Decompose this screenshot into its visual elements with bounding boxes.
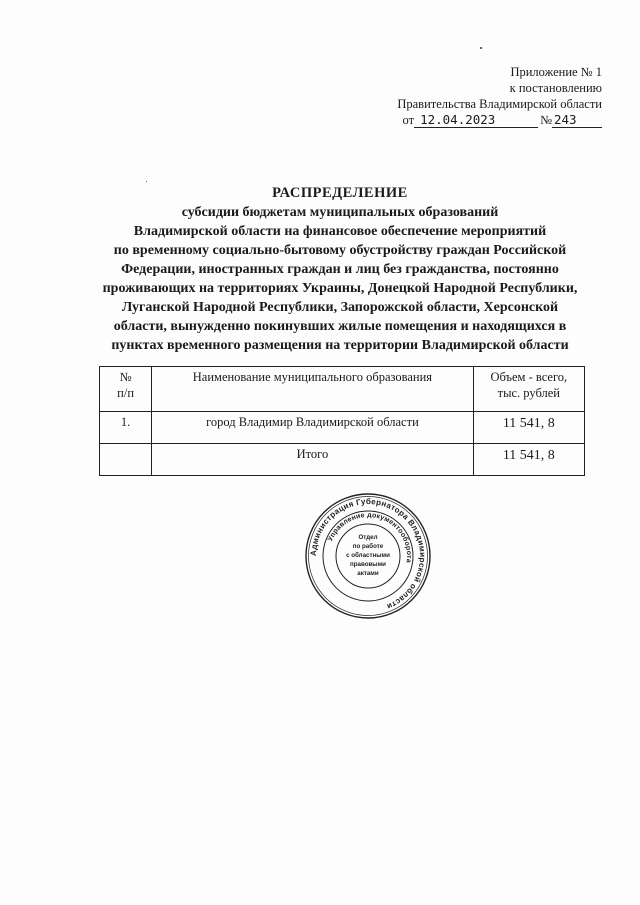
decree-number: 243 (552, 113, 602, 128)
decree-date: 12.04.2023 (414, 113, 538, 128)
title-line: Владимирской области на финансовое обеспечение мероприятий (133, 224, 547, 239)
table-header-row (100, 367, 585, 412)
stamp-center-line: с областными (346, 552, 390, 559)
appendix-title: Приложение № 1 (510, 65, 602, 79)
header-volume-line1: Объем - всего, (490, 370, 568, 384)
title-line: пунктах временного размещения на территории Владимирской области (111, 338, 569, 353)
row-number: 1. (100, 412, 152, 444)
title-line: Луганской Народной Республики, Запорожской области, Херсонской (121, 300, 559, 315)
title-line: области, вынужденно покинувших жилые помещения и находящихся в (113, 319, 567, 334)
subsidy-distribution-table (99, 366, 585, 476)
title-line: субсидии бюджетам муниципальных образований (181, 205, 499, 220)
table-total-row (100, 444, 585, 476)
scan-speck (480, 47, 482, 49)
number-sign: № (540, 113, 552, 127)
row-volume: 11 541, 8 (473, 412, 584, 444)
title-line: Федерации, иностранных граждан и лиц без гражданства, постоянно (121, 262, 559, 277)
document-title (40, 184, 640, 355)
table-row (100, 412, 585, 444)
appendix-header (397, 64, 602, 128)
appendix-date-line (397, 112, 602, 128)
title-heading: РАСПРЕДЕЛЕНИЕ (272, 185, 408, 201)
date-prefix: от (402, 113, 415, 127)
stamp-center-line: по работе (352, 543, 384, 550)
header-number-line2: п/п (117, 386, 135, 400)
scan-speck (146, 181, 147, 182)
appendix-issuer: Правительства Владимирской области (397, 97, 602, 111)
row-municipality: город Владимир Владимирской области (152, 412, 473, 444)
header-number-line1: № (119, 370, 132, 384)
stamp-center-line: Отдел (358, 534, 378, 541)
stamp-outer-text: Администрация Губернатора Владимирской области (308, 496, 428, 612)
appendix-reference: к постановлению (509, 81, 602, 95)
stamp-center-line: правовыми (350, 561, 386, 568)
stamp-center-line: актами (357, 570, 379, 577)
header-number (100, 367, 152, 412)
stamp-ring-text: Управление документооборота (327, 511, 413, 564)
title-line: по временному социально-бытовому обустройству граждан Российской (113, 243, 567, 258)
header-volume-line2: тыс. рублей (497, 386, 560, 400)
total-number (100, 444, 152, 476)
header-volume (473, 367, 584, 412)
total-label: Итого (152, 444, 473, 476)
header-municipality: Наименование муниципального образования (152, 367, 473, 412)
total-volume: 11 541, 8 (473, 444, 584, 476)
title-line: проживающих на территориях Украины, Донецкой Народной Республики, (102, 281, 578, 296)
official-stamp (304, 492, 432, 620)
